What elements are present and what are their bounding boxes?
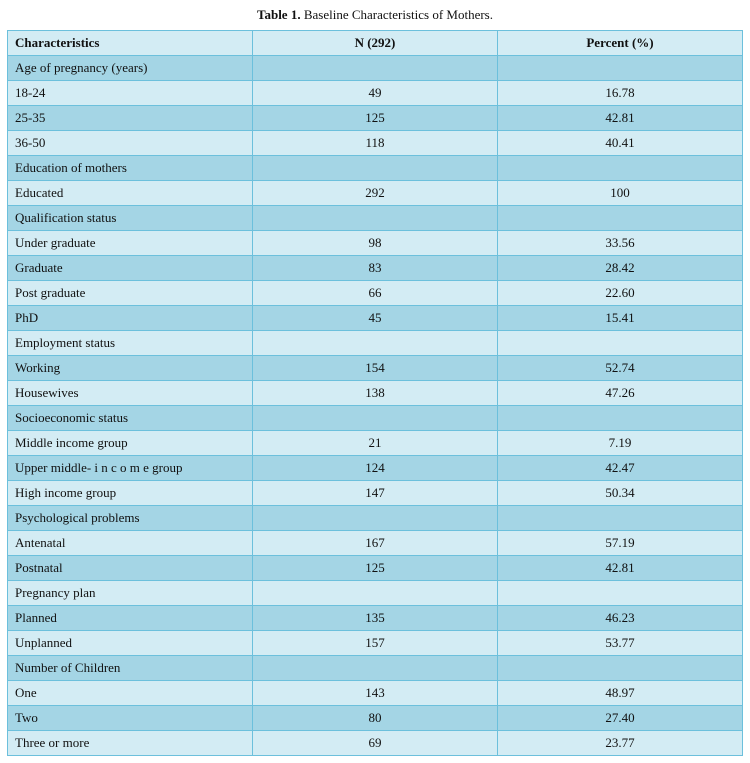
table-row bbox=[8, 531, 743, 556]
row-label: Graduate bbox=[8, 256, 253, 281]
row-count: 154 bbox=[253, 356, 498, 381]
empty-cell bbox=[253, 406, 498, 431]
section-row bbox=[8, 206, 743, 231]
row-count: 143 bbox=[253, 681, 498, 706]
section-label: Education of mothers bbox=[8, 156, 253, 181]
row-count: 125 bbox=[253, 106, 498, 131]
header-n: N (292) bbox=[253, 31, 498, 56]
row-count: 135 bbox=[253, 606, 498, 631]
row-count: 69 bbox=[253, 731, 498, 756]
table-row bbox=[8, 256, 743, 281]
table-row bbox=[8, 481, 743, 506]
table-row bbox=[8, 556, 743, 581]
empty-cell bbox=[253, 581, 498, 606]
row-count: 167 bbox=[253, 531, 498, 556]
row-percent: 7.19 bbox=[498, 431, 743, 456]
table-row bbox=[8, 181, 743, 206]
row-percent: 16.78 bbox=[498, 81, 743, 106]
table-row bbox=[8, 631, 743, 656]
empty-cell bbox=[253, 156, 498, 181]
section-row bbox=[8, 56, 743, 81]
row-label: Middle income group bbox=[8, 431, 253, 456]
table-title: Baseline Characteristics of Mothers. bbox=[303, 7, 493, 22]
empty-cell bbox=[253, 331, 498, 356]
empty-cell bbox=[498, 506, 743, 531]
section-row bbox=[8, 331, 743, 356]
row-label: One bbox=[8, 681, 253, 706]
empty-cell bbox=[253, 56, 498, 81]
row-percent: 22.60 bbox=[498, 281, 743, 306]
row-label: Post graduate bbox=[8, 281, 253, 306]
row-label: Antenatal bbox=[8, 531, 253, 556]
empty-cell bbox=[253, 656, 498, 681]
row-percent: 48.97 bbox=[498, 681, 743, 706]
row-count: 125 bbox=[253, 556, 498, 581]
section-row bbox=[8, 156, 743, 181]
row-percent: 42.81 bbox=[498, 106, 743, 131]
table-row bbox=[8, 706, 743, 731]
row-label: Working bbox=[8, 356, 253, 381]
row-label: Under graduate bbox=[8, 231, 253, 256]
section-row bbox=[8, 506, 743, 531]
row-label: PhD bbox=[8, 306, 253, 331]
row-label: 36-50 bbox=[8, 131, 253, 156]
row-percent: 53.77 bbox=[498, 631, 743, 656]
row-percent: 57.19 bbox=[498, 531, 743, 556]
row-label: Unplanned bbox=[8, 631, 253, 656]
row-percent: 42.81 bbox=[498, 556, 743, 581]
row-label: Planned bbox=[8, 606, 253, 631]
row-percent: 42.47 bbox=[498, 456, 743, 481]
table-body bbox=[8, 56, 743, 756]
table-row bbox=[8, 281, 743, 306]
table-caption bbox=[0, 0, 750, 30]
empty-cell bbox=[498, 656, 743, 681]
section-label: Qualification status bbox=[8, 206, 253, 231]
row-label: Educated bbox=[8, 181, 253, 206]
section-label: Pregnancy plan bbox=[8, 581, 253, 606]
empty-cell bbox=[253, 506, 498, 531]
table-row bbox=[8, 606, 743, 631]
row-percent: 33.56 bbox=[498, 231, 743, 256]
table-row bbox=[8, 681, 743, 706]
section-label: Psychological problems bbox=[8, 506, 253, 531]
table-header-row bbox=[8, 31, 743, 56]
section-row bbox=[8, 581, 743, 606]
table-row bbox=[8, 356, 743, 381]
empty-cell bbox=[498, 581, 743, 606]
empty-cell bbox=[498, 56, 743, 81]
row-count: 66 bbox=[253, 281, 498, 306]
row-percent: 27.40 bbox=[498, 706, 743, 731]
header-characteristics: Characteristics bbox=[8, 31, 253, 56]
row-count: 138 bbox=[253, 381, 498, 406]
row-count: 45 bbox=[253, 306, 498, 331]
row-count: 124 bbox=[253, 456, 498, 481]
row-count: 21 bbox=[253, 431, 498, 456]
row-label: Two bbox=[8, 706, 253, 731]
table-row bbox=[8, 306, 743, 331]
row-label: Postnatal bbox=[8, 556, 253, 581]
table-row bbox=[8, 381, 743, 406]
row-label: High income group bbox=[8, 481, 253, 506]
row-count: 157 bbox=[253, 631, 498, 656]
row-percent: 46.23 bbox=[498, 606, 743, 631]
table-row bbox=[8, 731, 743, 756]
empty-cell bbox=[253, 206, 498, 231]
table-row bbox=[8, 431, 743, 456]
table-row bbox=[8, 231, 743, 256]
section-row bbox=[8, 656, 743, 681]
section-label: Employment status bbox=[8, 331, 253, 356]
section-row bbox=[8, 406, 743, 431]
row-label: 18-24 bbox=[8, 81, 253, 106]
row-percent: 28.42 bbox=[498, 256, 743, 281]
characteristics-table bbox=[7, 30, 743, 756]
row-percent: 15.41 bbox=[498, 306, 743, 331]
table-row bbox=[8, 131, 743, 156]
section-label: Number of Children bbox=[8, 656, 253, 681]
row-count: 80 bbox=[253, 706, 498, 731]
table-row bbox=[8, 106, 743, 131]
header-percent: Percent (%) bbox=[498, 31, 743, 56]
row-count: 118 bbox=[253, 131, 498, 156]
row-label: 25-35 bbox=[8, 106, 253, 131]
row-count: 98 bbox=[253, 231, 498, 256]
table-row bbox=[8, 456, 743, 481]
row-percent: 52.74 bbox=[498, 356, 743, 381]
row-label: Three or more bbox=[8, 731, 253, 756]
row-percent: 47.26 bbox=[498, 381, 743, 406]
row-percent: 23.77 bbox=[498, 731, 743, 756]
row-percent: 50.34 bbox=[498, 481, 743, 506]
empty-cell bbox=[498, 331, 743, 356]
row-label: Upper middle- i n c o m e group bbox=[8, 456, 253, 481]
row-label: Housewives bbox=[8, 381, 253, 406]
row-count: 83 bbox=[253, 256, 498, 281]
section-label: Age of pregnancy (years) bbox=[8, 56, 253, 81]
empty-cell bbox=[498, 206, 743, 231]
row-count: 292 bbox=[253, 181, 498, 206]
empty-cell bbox=[498, 156, 743, 181]
row-percent: 40.41 bbox=[498, 131, 743, 156]
section-label: Socioeconomic status bbox=[8, 406, 253, 431]
empty-cell bbox=[498, 406, 743, 431]
row-count: 49 bbox=[253, 81, 498, 106]
row-count: 147 bbox=[253, 481, 498, 506]
table-row bbox=[8, 81, 743, 106]
row-percent: 100 bbox=[498, 181, 743, 206]
table-number: Table 1. bbox=[256, 7, 301, 22]
